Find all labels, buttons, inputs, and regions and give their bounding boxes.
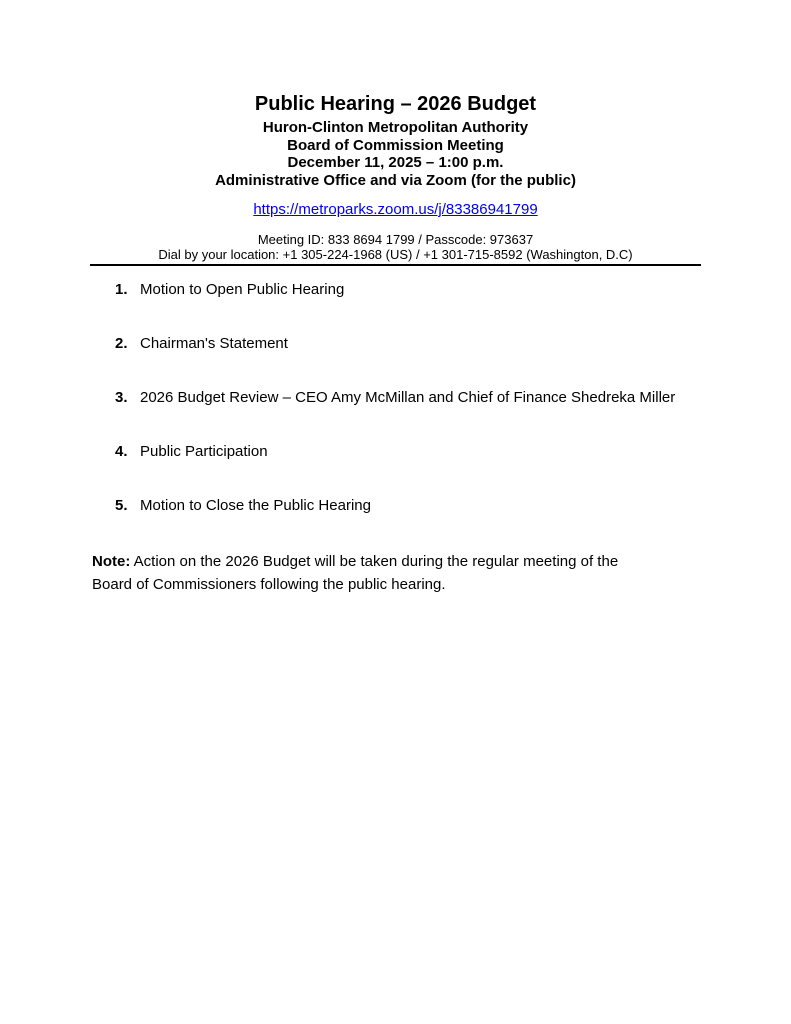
agenda-item-text: Chairman's Statement <box>140 335 288 352</box>
zoom-meeting-link[interactable]: https://metroparks.zoom.us/j/83386941799 <box>253 201 538 218</box>
agenda-item-number: 2. <box>115 335 128 352</box>
agenda-item-text: Motion to Close the Public Hearing <box>140 497 371 514</box>
agenda-item-5 <box>115 497 791 515</box>
agenda-item-text: Public Participation <box>140 443 268 460</box>
agenda-item-number: 1. <box>115 281 128 298</box>
agenda-item-3 <box>115 389 791 407</box>
agenda-item-number: 3. <box>115 389 128 406</box>
document-header <box>0 92 791 262</box>
note-paragraph <box>92 551 658 596</box>
organization-name: Huron-Clinton Metropolitan Authority <box>262 119 529 136</box>
meeting-name: Board of Commission Meeting <box>287 136 504 154</box>
note-text: Action on the 2026 Budget will be taken during the regular meeting of the Board of Commissioners following the public hearing. <box>92 553 619 593</box>
dial-in-line: Dial by your location: +1 305-224-1968 (US) / +1 301-715-8592 (Washington, D.C) <box>158 247 633 262</box>
agenda-item-4 <box>115 443 791 461</box>
agenda-item-text: 2026 Budget Review – CEO Amy McMillan and Chief of Finance Shedreka Miller <box>140 389 676 406</box>
meeting-location: Administrative Office and via Zoom (for the public) <box>215 171 576 189</box>
meeting-id-line: Meeting ID: 833 8694 1799 / Passcode: 973637 <box>257 232 534 247</box>
meeting-access-info <box>0 232 791 262</box>
header-divider-line <box>90 264 701 266</box>
agenda-item-1 <box>115 281 791 299</box>
zoom-link-row <box>0 201 791 219</box>
agenda-item-text: Motion to Open Public Hearing <box>140 281 345 298</box>
agenda-item-number: 4. <box>115 443 128 460</box>
agenda-list <box>115 281 791 515</box>
page-title: Public Hearing – 2026 Budget <box>254 93 537 115</box>
note-label: Note: <box>92 553 131 570</box>
agenda-item-number: 5. <box>115 497 128 514</box>
agenda-item-2 <box>115 335 791 353</box>
meeting-datetime: December 11, 2025 – 1:00 p.m. <box>287 154 504 171</box>
